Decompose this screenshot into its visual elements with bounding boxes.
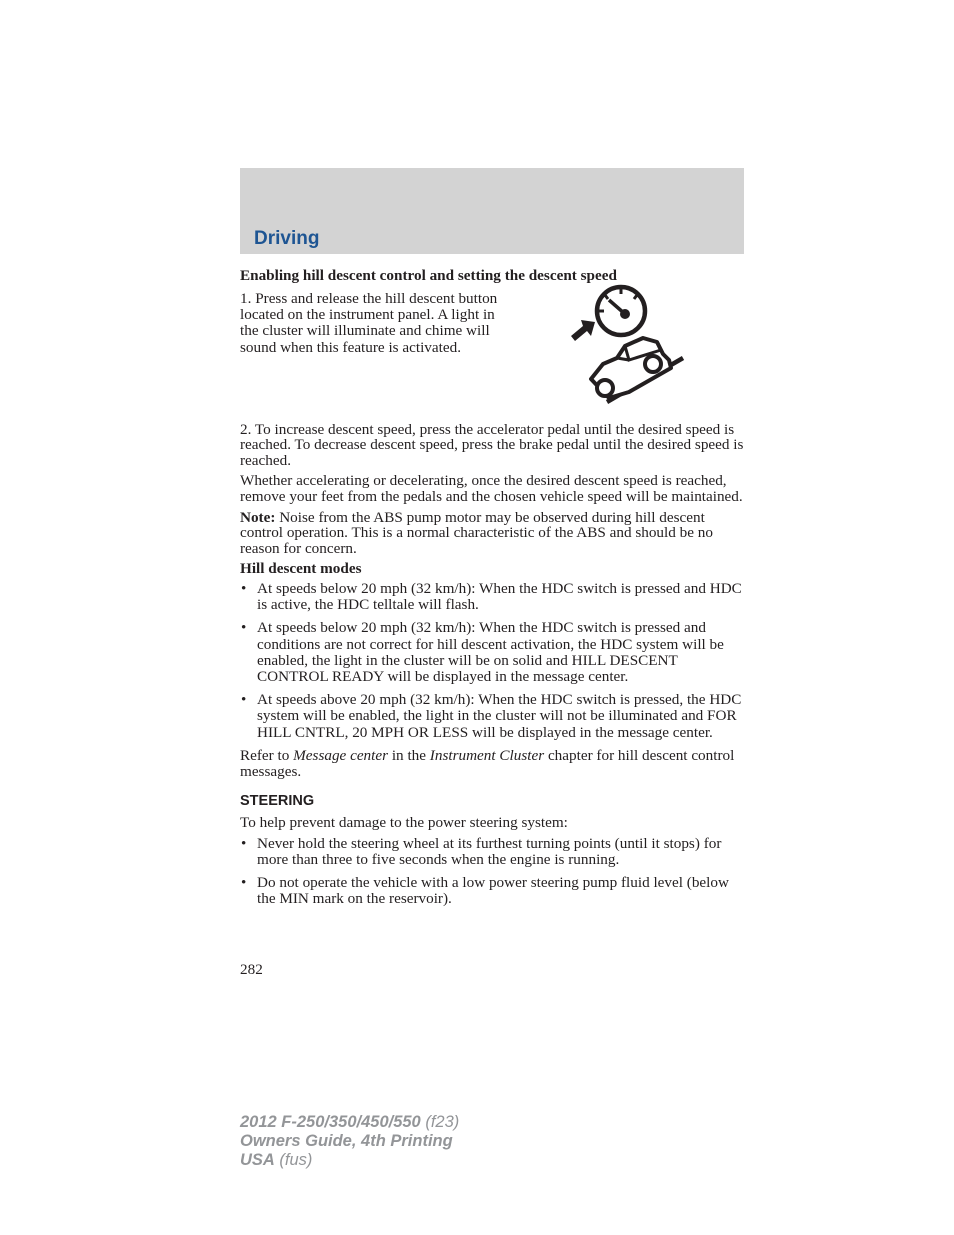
- list-item-text: Never hold the steering wheel at its furthest turning points (until it stops) for more than three to five seconds when the engine is running.: [257, 834, 722, 868]
- hill-descent-control-icon: [569, 284, 689, 404]
- modes-heading: Hill descent modes: [240, 560, 362, 578]
- bullet-glyph: •: [241, 874, 247, 892]
- refer-text: chapter for hill descent control messages.: [240, 746, 735, 781]
- footer-line-model: [240, 1113, 459, 1132]
- subheading-hill-descent: Enabling hill descent control and setting the descent speed: [240, 267, 617, 284]
- list-item: [240, 620, 745, 685]
- chapter-title: Driving: [254, 228, 320, 249]
- refer-paragraph: [240, 748, 745, 781]
- note-paragraph: [240, 510, 745, 557]
- footer-model: 2012 F-250/350/450/550: [240, 1113, 421, 1131]
- refer-link-message-center: Message center: [293, 746, 389, 764]
- refer-text: in the: [388, 746, 430, 764]
- refer-link-instrument-cluster: Instrument Cluster: [429, 746, 545, 764]
- chapter-header-band: [240, 168, 744, 254]
- steering-intro: To help prevent damage to the power steering system:: [240, 814, 568, 832]
- footer-region-code: (fus): [274, 1151, 313, 1169]
- list-item: [240, 692, 745, 741]
- steering-heading: STEERING: [240, 792, 315, 809]
- footer-guide: Owners Guide, 4th Printing: [240, 1132, 453, 1150]
- bullet-glyph: •: [241, 691, 247, 709]
- footer: [240, 1113, 459, 1170]
- list-item-text: Do not operate the vehicle with a low power steering pump fluid level (below the MIN mark on the reservoir).: [257, 874, 729, 908]
- footer-region: USA: [240, 1151, 275, 1169]
- bullet-glyph: •: [241, 579, 247, 597]
- note-label: Note:: [240, 508, 276, 526]
- step1-row: [240, 291, 745, 422]
- bullet-glyph: •: [241, 619, 247, 637]
- list-item-text: At speeds below 20 mph (32 km/h): When the HDC switch is pressed and HDC is active, the HDC telltale will flash.: [257, 579, 742, 614]
- list-item: [240, 581, 745, 613]
- list-item-text: At speeds below 20 mph (32 km/h): When the HDC switch is pressed and conditions are not correct for hill descent activation, the HDC system will be enabled, the light in the cluster will be on solid and HILL DESCENT CONTROL READY will be displayed in the message center.: [257, 619, 724, 685]
- footer-line-guide: [240, 1132, 459, 1151]
- step2-text: 2. To increase descent speed, press the accelerator pedal until the desired speed is reached. To decrease descent speed, press the brake pedal until the desired speed is reached.: [240, 420, 744, 469]
- page-number: 282: [240, 961, 263, 978]
- footer-model-code: (f23): [420, 1113, 460, 1131]
- list-item-text: At speeds above 20 mph (32 km/h): When the HDC switch is pressed, the HDC system will be enabled, the light in the cluster will not be illuminated and FOR HILL CNTRL, 20 MPH OR LESS will be displayed in the message center.: [257, 691, 742, 741]
- list-item: [240, 875, 745, 907]
- bullet-glyph: •: [241, 834, 247, 852]
- steering-list: [240, 836, 745, 908]
- modes-list: [240, 581, 745, 741]
- list-item: [240, 836, 745, 868]
- step1-text: 1. Press and release the hill descent button located on the instrument panel. A light in the cluster will illuminate and chime will sound when this feature is activated.: [240, 289, 498, 356]
- footer-line-region: [240, 1151, 459, 1170]
- note-text: Noise from the ABS pump motor may be observed during hill descent control operation. This is a normal characteristic of the ABS and should be no reason for concern.: [240, 508, 713, 557]
- refer-text: Refer to: [240, 746, 294, 764]
- page-content: [240, 268, 745, 915]
- maintain-paragraph: Whether accelerating or decelerating, once the desired descent speed is reached, remove your feet from the pedals and the chosen vehicle speed will be maintained.: [240, 472, 743, 505]
